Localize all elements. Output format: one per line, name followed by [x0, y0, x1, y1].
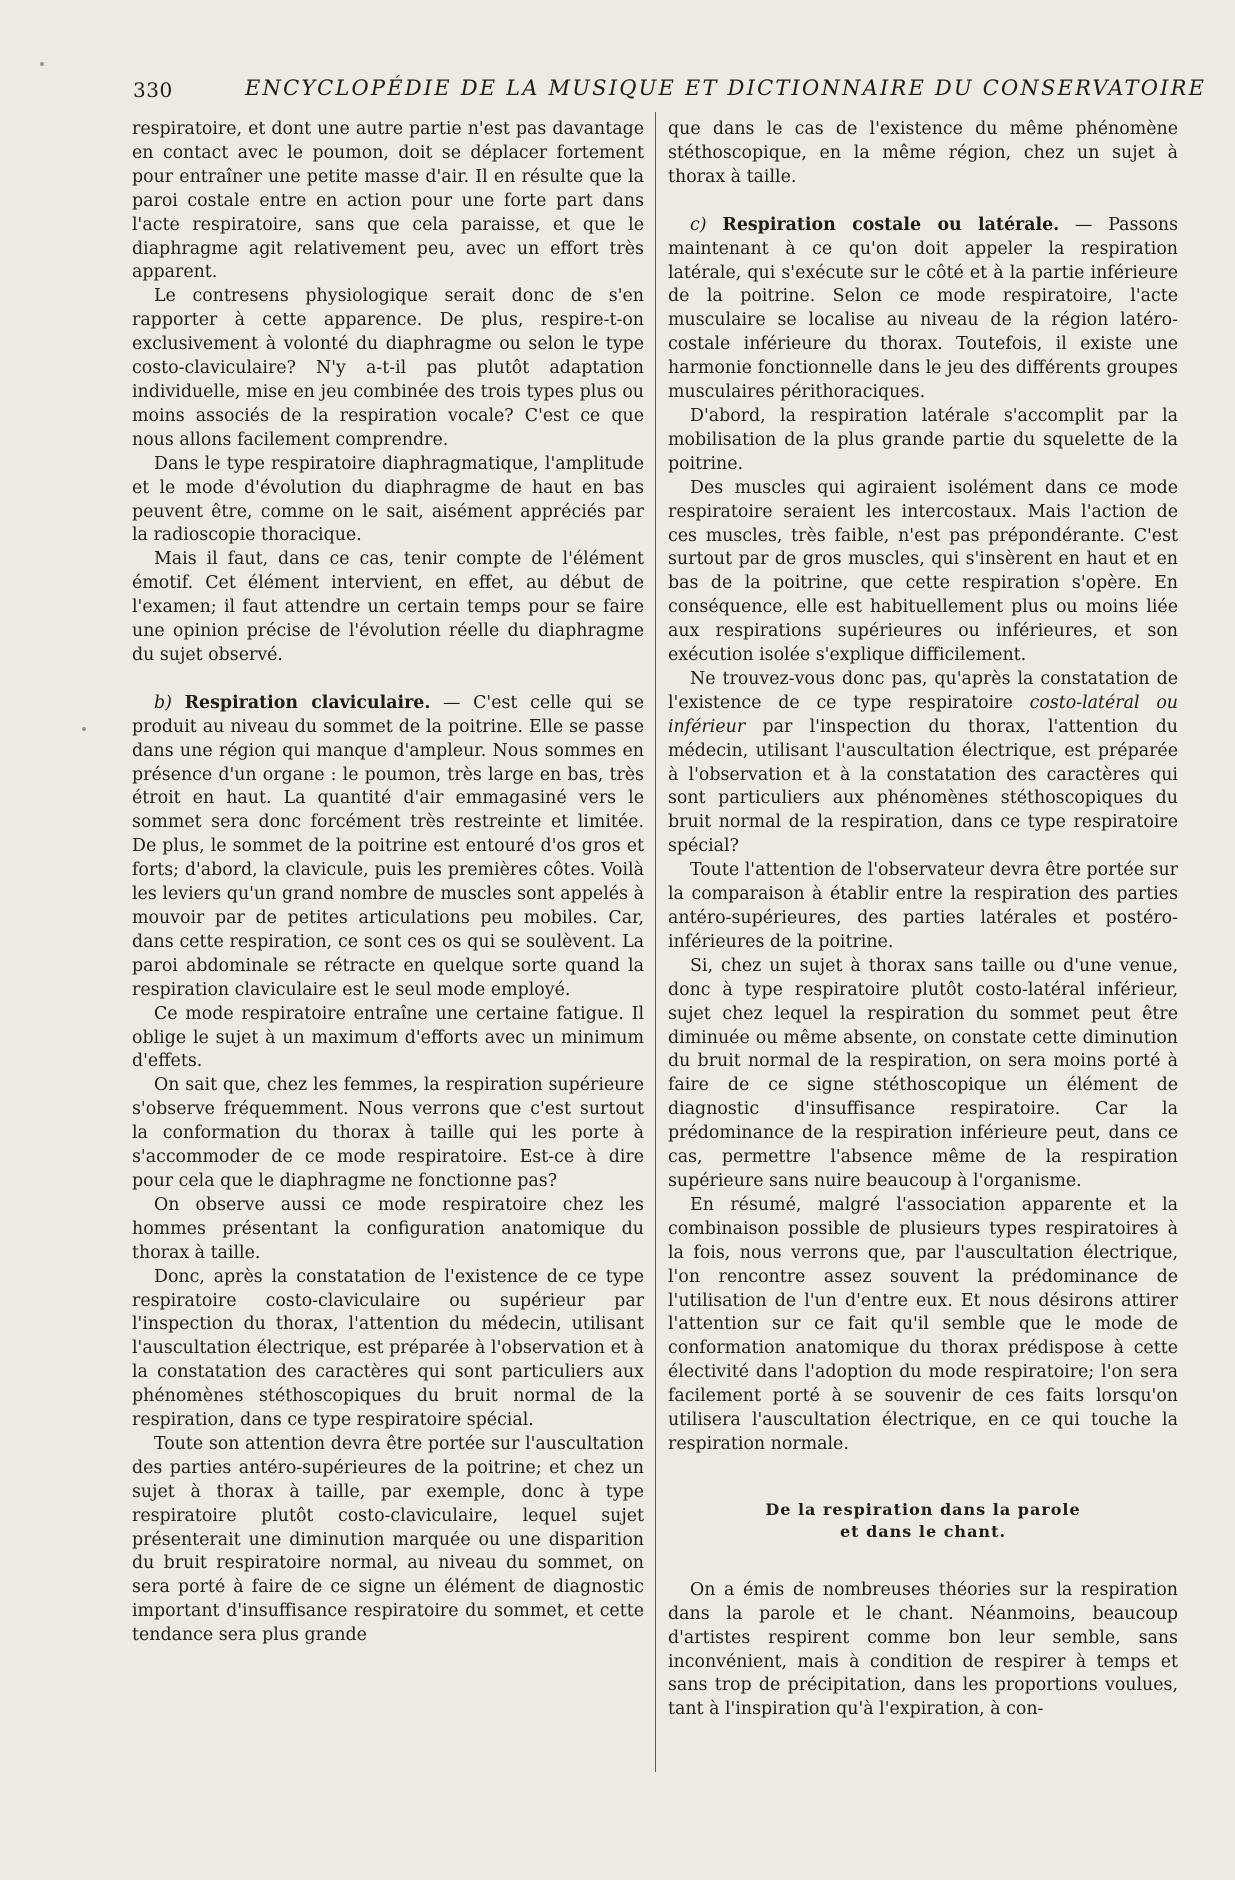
paragraph: En résumé, malgré l'association apparente et la combinaison possible de plusieurs types respiratoires à la fois, nous verrons que, par l'auscultation électrique, l'on rencontre assez souvent la prédominance de l'utilisation de l'un d'entre eux. Et nous désirons attirer l'attention sur ce fait qu'il semble que le mode de conformation anatomique du thorax prédispose à cette électivité dans l'adoption du mode respiratoire; l'on sera facilement porté à se souvenir de ces faits lorsqu'on utilisera l'auscultation électrique, en ce qui touche la respiration normale.	[668, 1194, 1178, 1454]
paragraph: On observe aussi ce mode respiratoire chez les hommes présentant la configuration anatomique du thorax à taille.	[132, 1194, 644, 1263]
paragraph: Des muscles qui agiraient isolément dans ce mode respiratoire seraient les intercostaux. Mais l'action de ces muscles, très faible, n'est pas prépondérante. C'est surtout par de gros muscles, qui s'insèrent en haut et en bas de la poitrine, que cette respiration s'opère. En conséquence, elle est habituellement plus ou moins liée aux respirations supérieures ou inférieures, et son exécution isolée s'explique difficilement.	[668, 477, 1178, 666]
column-divider	[655, 112, 656, 1772]
paragraph	[668, 668, 1178, 859]
page-number: 330	[133, 78, 173, 102]
right-column	[668, 118, 1178, 1722]
paragraph: Toute son attention devra être portée sur l'auscultation des parties antéro-supérieures de la poitrine; et chez un sujet à thorax à taille, par exemple, donc à type respiratoire plutôt costo-claviculaire, lequel sujet présenterait une diminution marquée ou une disparition du bruit respiratoire normal, au niveau du sommet, on sera porté à faire de ce signe un élément de diagnostic important d'insuffisance respiratoire du sommet, et cette tendance sera plus grande	[132, 1433, 644, 1646]
paragraph: respiratoire, et dont une autre partie n'est pas davantage en contact avec le poumon, doit se déplacer fortement pour entraîner une petite masse d'air. Il en résulte que la paroi costale entre en action pour une forte part dans l'acte respiratoire, sans que cela paraisse, et que le diaphragme agit relativement peu, avec un effort très apparent.	[132, 119, 644, 283]
paragraph-text: — Passons maintenant à ce qu'on doit appeler la respiration latérale, qui s'exécute sur le côté et à la partie inférieure de la poitrine. Selon ce mode respiratoire, l'acte musculaire se localise au niveau de la région latéro-costale inférieure du thorax. Toutefois, il existe une harmonie fonctionnelle dans le jeu des différents groupes musculaires périthoraciques.	[668, 214, 1178, 403]
paragraph: Si, chez un sujet à thorax sans taille ou d'une venue, donc à type respiratoire plutôt costo-latéral inférieur, sujet chez lequel la respiration du sommet peut être diminuée ou même absente, on constate cette diminution du bruit normal de la respiration, on sera moins porté à faire de ce signe stéthoscopique un élément de diagnostic d'insuffisance respiratoire. Car la prédominance de la respiration inférieure peut, dans ce cas, permettre l'absence même de la respiration supérieure sans nuire beaucoup à l'organisme.	[668, 955, 1178, 1191]
section-heading	[668, 1499, 1178, 1543]
page-header	[133, 74, 1207, 104]
emphasis-text: costo-latéral ou inférieur	[668, 692, 1178, 737]
paragraph-text: — C'est celle qui se produit au niveau du sommet de la poitrine. Elle se passe dans une région qui manque d'ampleur. Nous sommes en présence d'un organe : le poumon, très large en bas, très étroit en haut. La quantité d'air emmagasiné vers le sommet sera donc forcément très restreinte et limitée. De plus, le sommet de la poitrine est entouré d'os gros et forts; d'abord, la clavicule, puis les premières côtes. Voilà les leviers qu'un grand nombre de muscles sont appelés à mouvoir par de petites articulations peu mobiles. Car, dans cette respiration, ce sont ces os qui se soulèvent. La paroi abdominale se rétracte en quelque sorte quand la respiration claviculaire est le seul mode employé.	[132, 692, 644, 1000]
paragraph-text: Ne trouvez-vous donc pas, qu'après la constatation de l'existence de ce type respiratoire	[668, 668, 1178, 713]
paragraph: Mais il faut, dans ce cas, tenir compte de l'élément émotif. Cet élément intervient, en effet, au début de l'examen; il faut attendre un certain temps pour se faire une opinion précise de l'évolution réelle du diaphragme du sujet observé.	[132, 549, 644, 665]
section-title: Respiration claviculaire.	[184, 692, 431, 713]
paragraph: D'abord, la respiration latérale s'accomplit par la mobilisation de la plus grande partie du squelette de la poitrine.	[668, 405, 1178, 474]
paragraph: On a émis de nombreuses théories sur la respiration dans la parole et le chant. Néanmoins, beaucoup d'artistes respirent comme bon leur semble, sans inconvénient, mais à condition de respirer à temps et sans trop de précipitation, dans les proportions voulues, tant à l'inspiration qu'à l'expiration, à con-	[668, 1579, 1178, 1720]
running-title: ENCYCLOPÉDIE DE LA MUSIQUE ET DICTIONNAIRE DU CONSERVATOIRE	[245, 76, 1207, 100]
paper-speck	[82, 727, 86, 731]
left-column	[132, 118, 644, 1648]
section-b-paragraph	[132, 692, 644, 1003]
paragraph: Donc, après la constatation de l'existence de ce type respiratoire costo-claviculaire ou supérieur par l'inspection du thorax, l'attention du médecin, utilisant l'auscultation électrique, est préparée à l'observation et à la constatation des caractères qui sont particuliers aux phénomènes stéthoscopiques du bruit normal de la respiration, dans ce type respiratoire spécial.	[132, 1266, 644, 1431]
paragraph: Le contresens physiologique serait donc de s'en rapporter à cette apparence. De plus, respire-t-on exclusivement à volonté du diaphragme ou selon le type costo-claviculaire? N'y a-t-il pas plutôt adaptation individuelle, mise en jeu combinée des trois types plus ou moins associés de la respiration vocale? C'est ce que nous allons facilement comprendre.	[132, 286, 644, 450]
paper-speck	[40, 62, 44, 66]
paragraph: On sait que, chez les femmes, la respiration supérieure s'observe fréquemment. Nous verrons que c'est surtout la conformation du thorax à taille qui les porte à s'accommoder de ce mode respiratoire. Est-ce à dire pour cela que le diaphragme ne fonctionne pas?	[132, 1075, 644, 1191]
section-label: b)	[154, 692, 172, 713]
paragraph: Ce mode respiratoire entraîne une certaine fatigue. Il oblige le sujet à un maximum d'efforts avec un minimum d'effets.	[132, 1003, 644, 1072]
section-label: c)	[690, 214, 707, 235]
paragraph: que dans le cas de l'existence du même phénomène stéthoscopique, en la même région, chez un sujet à thorax à taille.	[668, 119, 1178, 187]
paragraph: Dans le type respiratoire diaphragmatique, l'amplitude et le mode d'évolution du diaphragme de haut en bas peuvent être, comme on le sait, aisément appréciés par la radioscopie thoracique.	[132, 453, 644, 546]
paragraph: Toute l'attention de l'observateur devra être portée sur la comparaison à établir entre la respiration des parties antéro-supérieures, des parties latérales et postéro-inférieures de la poitrine.	[668, 860, 1178, 952]
paragraph-text: par l'inspection du thorax, l'attention du médecin, utilisant l'auscultation électrique, est préparée à l'observation et à la constatation des caractères qui sont particuliers aux phénomènes stéthoscopiques du bruit normal de la respiration, dans ce type respiratoire spécial?	[668, 716, 1178, 857]
section-heading-line: et dans le chant.	[839, 1521, 1007, 1541]
section-title: Respiration costale ou latérale.	[722, 214, 1060, 235]
section-heading-line: De la respiration dans la parole	[765, 1499, 1081, 1519]
section-c-paragraph	[668, 214, 1178, 405]
